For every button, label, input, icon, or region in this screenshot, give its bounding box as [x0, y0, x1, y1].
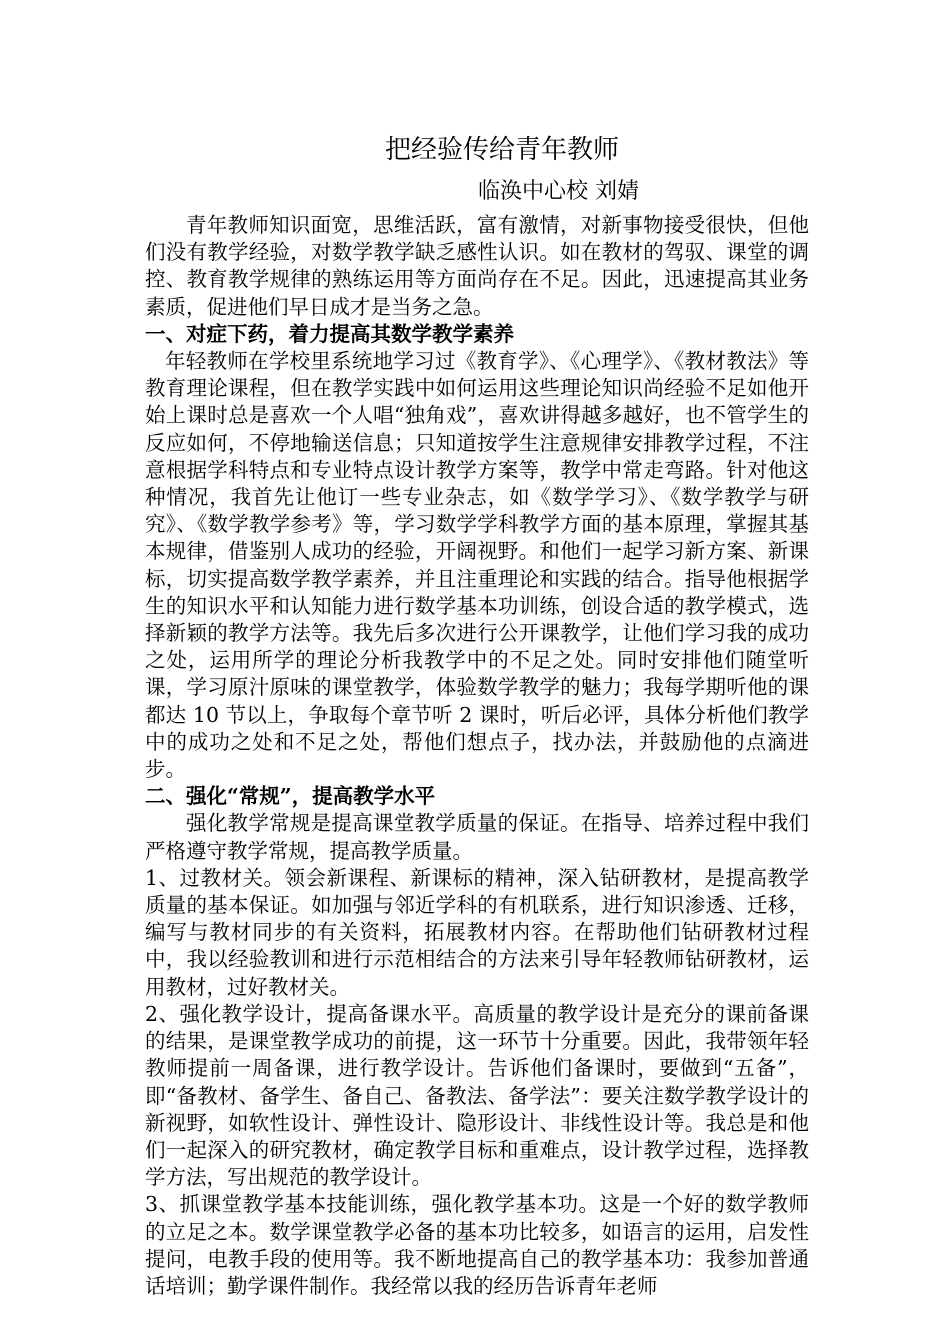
section-2-item-2: 2、强化教学设计，提高备课水平。高质量的教学设计是充分的课前备课的结果，是课堂教学成功的前提，这一环节十分重要。因此，我带领年轻教师提前一周备课，进行教学设计。告诉他们备课时，要做到“五备”，即“备教材、备学生、备自己、备教法、备学法”：要关注数学教学设计的新视野，如软性设计、弹性设计、隐形设计、非线性设计等。我总是和他们一起深入的研究教材，确定教学目标和重难点，设计教学过程，选择教学方法，写出规范的教学设计。	[145, 1001, 809, 1190]
document-body	[145, 128, 809, 1300]
document-author: 临涣中心校 刘婧	[478, 179, 639, 204]
document-title: 把经验传给青年教师	[384, 135, 619, 165]
section-2-intro-paragraph: 强化教学常规是提高课堂教学质量的保证。在指导、培养过程中我们严格遵守教学常规，提高教学质量。	[145, 811, 809, 863]
section-2-heading: 二、强化“常规”，提高教学水平	[145, 784, 436, 809]
section-1-paragraph: 年轻教师在学校里系统地学习过《教育学》、《心理学》、《教材教法》等教育理论课程，但在教学实践中如何运用这些理论知识尚经验不足如他开始上课时总是喜欢一个人唱“独角戏”，喜欢讲得越多越好，也不管学生的反应如何，不停地输送信息；只知道按学生注意规律安排教学过程，不注意根据学科特点和专业特点设计教学方案等，教学中常走弯路。针对他这种情况，我首先让他订一些专业杂志，如《数学学习》、《数学教学与研究》、《数学教学参考》等，学习数学学科教学方面的基本原理，掌握其基本规律，借鉴别人成功的经验，开阔视野。和他们一起学习新方案、新课标，切实提高数学教学素养，并且注重理论和实践的结合。指导他根据学生的知识水平和认知能力进行数学基本功训练，创设合适的教学模式，选择新颖的教学方法等。我先后多次进行公开课教学，让他们学习我的成功之处，运用所学的理论分析我教学中的不足之处。同时安排他们随堂听课，学习原汁原味的课堂教学，体验数学教学的魅力；我每学期听他的课都达 10 节以上，争取每个章节听 2 课时，听后必评，具体分析他们教学中的成功之处和不足之处，帮他们想点子，找办法，并鼓励他的点滴进步。	[145, 349, 809, 782]
section-2-item-1: 1、过教材关。领会新课程、新课标的精神，深入钻研教材，是提高教学质量的基本保证。如加强与邻近学科的有机联系，进行知识渗透、迁移，编写与教材同步的有关资料，拓展教材内容。在帮助他们钻研教材过程中，我以经验教训和进行示范相结合的方法来引导年轻教师钻研教材，运用教材，过好教材关。	[145, 865, 809, 999]
section-2-item-3: 3、抓课堂教学基本技能训练，强化教学基本功。这是一个好的数学教师的立足之本。数学课堂教学必备的基本功比较多，如语言的运用，启发性提问，电教手段的使用等。我不断地提高自己的教学基本功：我参加普通话培训；勤学课件制作。我经常以我的经历告诉青年老师	[145, 1192, 809, 1298]
intro-paragraph: 青年教师知识面宽，思维活跃，富有激情，对新事物接受很快，但他们没有教学经验，对数学教学缺乏感性认识。如在教材的驾驭、课堂的调控、教育教学规律的熟练运用等方面尚存在不足。因此，迅速提高其业务素质，促进他们早日成才是当务之急。	[145, 213, 809, 319]
section-1-heading: 一、对症下药，着力提高其数学教学素养	[145, 321, 514, 346]
